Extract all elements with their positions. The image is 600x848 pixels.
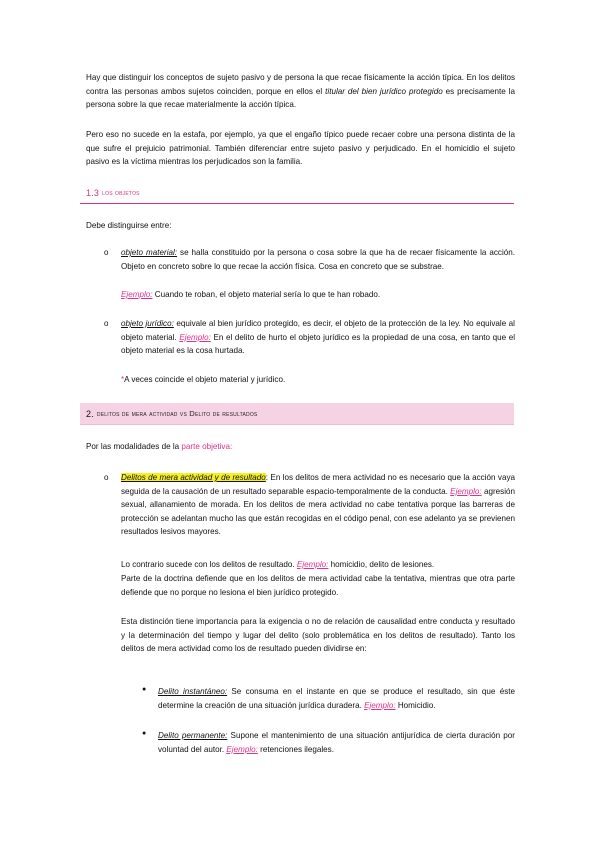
bullet-dot: ●: [142, 730, 147, 737]
section-title: los objetos: [102, 188, 140, 197]
section-title: delitos de mera actividad vs Delito de resultados: [96, 409, 258, 418]
note-line: [121, 373, 515, 387]
example-label: Ejemplo:: [450, 486, 482, 496]
example-label: Ejemplo:: [226, 744, 258, 754]
example-label: Ejemplo:: [364, 700, 396, 710]
lead-highlight: parte objetiva:: [181, 442, 233, 451]
bullet-marker: o: [104, 248, 109, 257]
section2-lead: [86, 440, 515, 454]
term-colon: :: [265, 473, 269, 482]
list-item-objeto-material: [121, 246, 515, 273]
example-text: retenciones ilegales.: [257, 744, 334, 754]
lead-text: Por las modalidades de la: [86, 442, 182, 451]
item-text: Supone el mantenimiento de una situación antijurídica de cierta duración por voluntad del autor.: [158, 731, 515, 754]
paragraph-doctrina: Parte de la doctrina defiende que en los delitos de mera actividad cabe la tentativa, mientras que otra parte defiende que no porque no lesiona el bien jurídico protegido.: [121, 574, 515, 597]
paragraph-text: Lo contrario sucede con los delitos de resultado.: [121, 560, 297, 569]
section-heading-delitos: [80, 403, 514, 425]
paragraph-distincion: Esta distinción tiene importancia para la exigencia o no de relación de causalidad entre conducta y resultado y la determinación del tiempo y lugar del delito (solo problemática en los delitos de resultado). Tanto los delitos de mera actividad como los de resultado pueden dividirse en:: [121, 617, 515, 654]
example-text: agresión sexual, allanamiento de morada. En los delitos de mera actividad no cabe tentativa porque las barreras de protección se adelantan mucho las que están recogidas en el código penal, con ese adelanto ya se previenen resultados lesivos mayores.: [121, 486, 515, 537]
item-text: se halla constituido por la persona o cosa sobre la que ha de recaer físicamente la acción. Objeto en concreto sobre lo que recae la acción física. Cosa en concreto que se substrae.: [121, 248, 515, 271]
section-number: 1.3: [86, 187, 100, 198]
bullet-marker: o: [104, 319, 109, 328]
intro-italic-text: titular del bien jurídico protegido: [325, 86, 443, 96]
section-number: 2.: [86, 408, 94, 419]
example-label: Ejemplo:: [296, 560, 329, 569]
item-text: En los delitos de mera actividad no es necesario que la acción vaya seguida de la causación de un resultado separable espacio-temporalmente de la conducta.: [121, 473, 515, 496]
note-asterisk: *: [121, 375, 125, 384]
example-text: Homicidio.: [395, 700, 436, 710]
intro-paragraph-2: Pero eso no sucede en la estafa, por ejemplo, ya que el engaño típico puede recaer cobre una persona distinta de la que sufre el prejuicio patrimonial. También diferenciar entre sujeto pasivo y perjudicado. En el homicidio el sujeto pasivo es la víctima mientras los perjudicados son la familia.: [86, 130, 515, 167]
term-objeto-material: objeto material:: [121, 248, 178, 257]
intro-paragraph-1: [86, 71, 515, 112]
example-label: Ejemplo:: [121, 290, 153, 299]
sub-item-instantaneo: [158, 685, 515, 712]
intro-text-end: es precisamente la persona sobre la que recae materialmente la acción típica.: [86, 86, 515, 110]
example-line: [121, 288, 515, 302]
example-label: Ejemplo:: [179, 332, 211, 342]
item-text: Se consuma en el instante en que se produce el resultado, sin que éste determine la creación de una situación jurídica duradera.: [158, 687, 516, 710]
example-text: Cuando te roban, el objeto material sería lo que te han robado.: [152, 290, 381, 299]
item-text: equivale al bien jurídico protegido, es decir, el objeto de la protección de la ley. No equivale al objeto material.: [121, 319, 515, 342]
term-objeto-juridico: objeto jurídico:: [121, 319, 174, 328]
list-item-mera-actividad: [121, 471, 515, 539]
bullet-marker: o: [104, 473, 109, 482]
sub-item-permanente: [158, 729, 515, 756]
list-item-objeto-juridico: [121, 317, 515, 358]
section1-lead: Debe distinguirse entre:: [86, 221, 172, 230]
bullet-dot: ●: [142, 686, 147, 693]
paragraph-resultado: [121, 558, 515, 572]
note-text: A veces coincide el objeto material y jurídico.: [124, 375, 286, 384]
term-permanente: Delito permanente:: [158, 731, 228, 740]
example-text: En el delito de hurto el objeto jurídico es la propiedad de una cosa, en tanto que el objeto material es la cosa hurtada.: [121, 332, 515, 356]
example-text: homicidio, delito de lesiones.: [328, 560, 435, 569]
term-mera-actividad: Delitos de mera actividad y de resultado: [121, 473, 266, 482]
intro-text: Hay que distinguir los conceptos de sujeto pasivo y de persona la que recae físicamente la acción típica. En los delitos contra las personas ambos sujetos coinciden, porque en ellos el: [86, 73, 515, 96]
section-heading-objetos: [80, 182, 514, 204]
term-instantaneo: Delito instantáneo:: [158, 687, 228, 696]
